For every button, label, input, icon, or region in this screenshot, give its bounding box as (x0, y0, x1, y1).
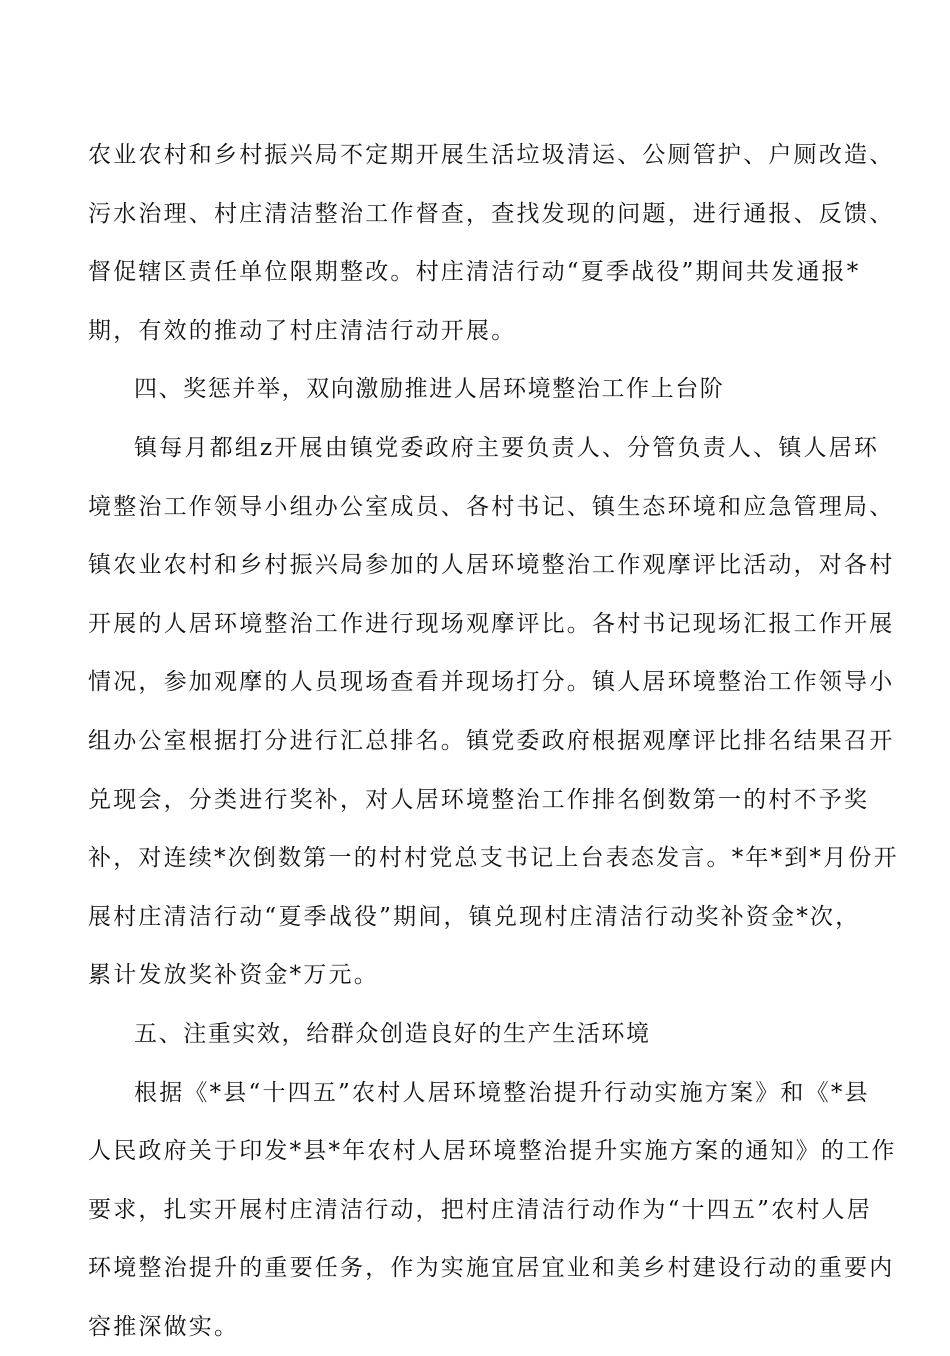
paragraph-line: 镇每月都组z开展由镇党委政府主要负责人、分管负责人、镇人居环 (88, 419, 864, 478)
document-body (88, 126, 864, 1356)
paragraph-line: 境整治工作领导小组办公室成员、各村书记、镇生态环境和应急管理局、 (88, 478, 864, 537)
paragraph-line: 开展的人居环境整治工作进行现场观摩评比。各村书记现场汇报工作开展 (88, 595, 864, 654)
paragraph-line: 展村庄清洁行动“夏季战役”期间，镇兑现村庄清洁行动奖补资金*次， (88, 888, 864, 947)
paragraph-line: 情况，参加观摩的人员现场查看并现场打分。镇人居环境整治工作领导小 (88, 653, 864, 712)
paragraph-line: 镇农业农村和乡村振兴局参加的人居环境整治工作观摩评比活动，对各村 (88, 536, 864, 595)
paragraph-line: 根据《*县“十四五”农村人居环境整治提升行动实施方案》和《*县 (88, 1064, 864, 1123)
paragraph-line: 人民政府关于印发*县*年农村人居环境整治提升实施方案的通知》的工作 (88, 1122, 864, 1181)
paragraph-line: 累计发放奖补资金*万元。 (88, 946, 864, 1005)
paragraph-implementation (88, 1064, 864, 1356)
section-heading-5: 五、注重实效，给群众创造良好的生产生活环境 (88, 1005, 864, 1064)
paragraph-rewards (88, 419, 864, 1005)
paragraph-line: 补，对连续*次倒数第一的村村党总支书记上台表态发言。*年*到*月份开 (88, 829, 864, 888)
paragraph-inspection (88, 126, 864, 360)
paragraph-line: 督促辖区责任单位限期整改。村庄清洁行动“夏季战役”期间共发通报* (88, 243, 864, 302)
paragraph-line: 农业农村和乡村振兴局不定期开展生活垃圾清运、公厕管护、户厕改造、 (88, 126, 864, 185)
paragraph-line: 兑现会，分类进行奖补，对人居环境整治工作排名倒数第一的村不予奖 (88, 771, 864, 830)
paragraph-line: 污水治理、村庄清洁整治工作督查，查找发现的问题，进行通报、反馈、 (88, 185, 864, 244)
paragraph-line: 容推深做实。 (88, 1298, 864, 1356)
paragraph-line: 环境整治提升的重要任务，作为实施宜居宜业和美乡村建设行动的重要内 (88, 1239, 864, 1298)
paragraph-line: 要求，扎实开展村庄清洁行动，把村庄清洁行动作为“十四五”农村人居 (88, 1181, 864, 1240)
section-heading-4: 四、奖惩并举，双向激励推进人居环境整治工作上台阶 (88, 360, 864, 419)
paragraph-line: 期，有效的推动了村庄清洁行动开展。 (88, 302, 864, 361)
paragraph-line: 组办公室根据打分进行汇总排名。镇党委政府根据观摩评比排名结果召开 (88, 712, 864, 771)
